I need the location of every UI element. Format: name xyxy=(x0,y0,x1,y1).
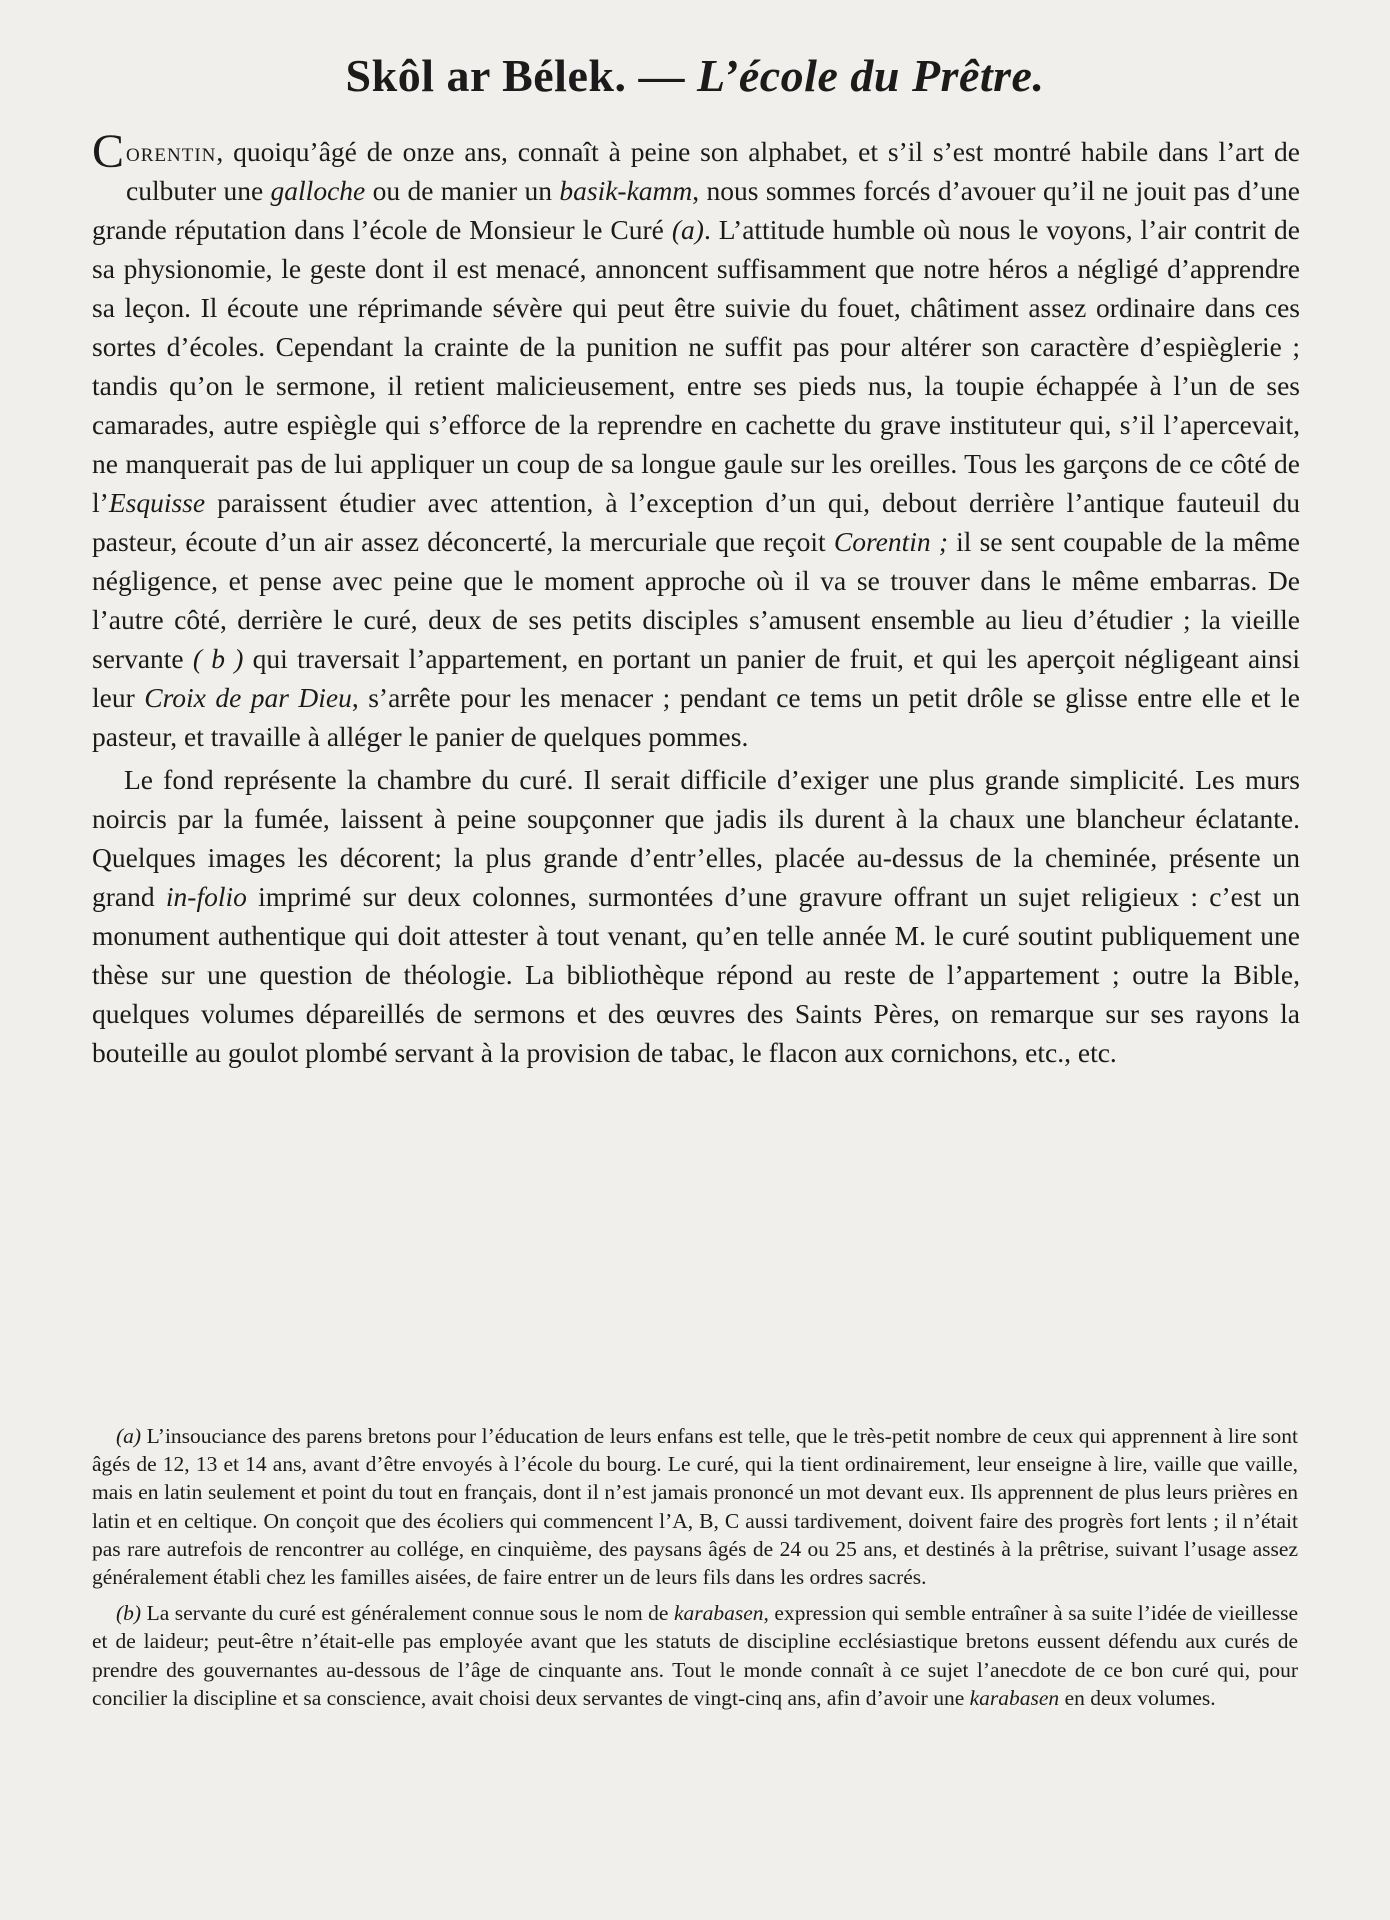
drop-cap: C xyxy=(92,125,125,178)
text-run: qui traversait l’appartement, en portant un panier de fruit, et qui les aperçoit négligeant ainsi leur xyxy=(92,643,1300,713)
paragraph-1 xyxy=(92,125,1301,756)
text-run: paraissent étudier avec attention, à l’exception d’un qui, debout derrière l’antique fauteuil du pasteur, écoute d’un air assez déconcerté, la mercuriale que reçoit xyxy=(92,487,1300,557)
text-run: Le fond représente la chambre du curé. Il serait difficile d’exiger une plus grande simplicité. Les murs noircis par la fumée, laissent à peine soupçonner que jadis ils durent à la chaux une blancheur éclatante. Quelques images les décorent; la plus grande d’entr’elles, placée au-dessus de la cheminée, présente un grand xyxy=(92,764,1300,912)
footnote-b xyxy=(92,1599,1298,1712)
name-corentin: orentin xyxy=(126,136,217,167)
italic-term: karabasen xyxy=(673,1601,764,1626)
text-run: , quoiqu’âgé de onze ans, connaît à peine son alphabet, et s’il s’est montré habile dans l’art de culbuter une xyxy=(126,136,1300,206)
title-french: L’école du Prêtre. xyxy=(696,49,1045,101)
footnote-mark: (b) xyxy=(116,1601,142,1626)
text-run: il se sent coupable de la même négligence, et pense avec peine que le moment approche où il va se trouver dans le même embarras. De l’autre côté, derrière le curé, deux de ses petits disciples s’amusent ensemble au lieu d’étudier ; la vieille servante xyxy=(92,526,1300,674)
italic-term: Esquisse xyxy=(108,487,206,518)
text-run: L’insouciance des parens bretons pour l’éducation de leurs enfans est telle, que le très-petit nombre de ceux qui apprennent à lire sont âgés de 12, 13 et 14 ans, avant d’être envoyés à l’école du bourg. Le curé, qui la tient ordinairement, leur enseigne à lire, vaille que vaille, mais en latin seulement et point du tout en français, dont il n’est jamais prononcé un mot devant eux. Ils apprennent de plus leurs prières en latin et en celtique. On conçoit que des écoliers qui commencent l’A, B, C aussi tardivement, doivent faire des progrès fort lents ; il n’était pas rare autrefois de rencontrer au collége, en cinquième, des paysans âgés de 24 ou 25 ans, et destinés à la prêtrise, suivant l’usage assez généralement établi chez les familles aisées, de faire entrer un de leurs fils dans les ordres sacrés. xyxy=(92,1424,1298,1590)
footnote-ref-b: ( b ) xyxy=(192,643,244,674)
main-text xyxy=(92,125,1301,1072)
text-run: . L’attitude humble où nous le voyons, l’air contrit de sa physionomie, le geste dont il est menacé, annoncent suffisamment que notre héros a négligé d’apprendre sa leçon. Il écoute une réprimande sévère qui peut être suivie du fouet, châtiment assez ordinaire dans ces sortes d’écoles. Cependant la crainte de la punition ne suffit pas pour altérer son caractère d’espièglerie ; tandis qu’on le sermone, il retient malicieusement, entre ses pieds nus, la toupie échappée à l’un de ses camarades, autre espiègle qui s’efforce de la reprendre en cachette du grave instituteur qui, s’il l’apercevait, ne manquerait pas de lui appliquer un coup de sa longue gaule sur les oreilles. Tous les garçons de ce côté de l’ xyxy=(92,214,1300,518)
footnotes xyxy=(92,1422,1298,1712)
text-run: ou de manier un xyxy=(365,175,560,206)
title-breton: Skôl ar Bélek. — xyxy=(345,49,697,101)
text-run: , s’arrête pour les menacer ; pendant ce tems un petit drôle se glisse entre elle et le pasteur, et travaille à alléger le panier de quelques pommes. xyxy=(92,682,1301,752)
italic-term: karabasen xyxy=(969,1685,1060,1710)
text-run: , nous sommes forcés d’avouer qu’il ne jouit pas d’une grande réputation dans l’école de Monsieur le Curé xyxy=(92,175,1300,245)
text-run: imprimé sur deux colonnes, surmontées d’une gravure offrant un sujet religieux : c’est un monument authentique qui doit attester à tout venant, qu’en telle année M. le curé soutint publiquement une thèse sur une question de théologie. La bibliothèque répond au reste de l’appartement ; outre la Bible, quelques volumes dépareillés de sermons et des œuvres des Saints Pères, on remarque sur ses rayons la bouteille au goulot plombé servant à la provision de tabac, le flacon aux cornichons, etc., etc. xyxy=(92,881,1300,1068)
text-run: en deux volumes. xyxy=(1059,1685,1216,1710)
text-run: , expression qui semble entraîner à sa suite l’idée de vieillesse et de laideur; peut-être n’était-elle pas employée avant que les statuts de discipline ecclésiastique bretons eussent défendu aux curés de prendre des gouvernantes au-dessous de l’âge de cinquante ans. Tout le monde connaît à ce sujet l’anecdote de ce bon curé qui, pour concilier la discipline et sa conscience, avait choisi deux servantes de vingt-cinq ans, afin d’avoir une xyxy=(92,1601,1298,1710)
italic-term: basik-kamm xyxy=(559,175,693,206)
italic-term: in-folio xyxy=(165,881,247,912)
page-title xyxy=(0,45,1390,107)
italic-term: galloche xyxy=(270,175,366,206)
paragraph-2 xyxy=(92,760,1300,1072)
footnote-ref-a: (a) xyxy=(671,214,704,245)
italic-term: Corentin ; xyxy=(833,526,948,557)
text-run: La servante du curé est généralement connue sous le nom de xyxy=(141,1601,674,1626)
italic-term: Croix de par Dieu xyxy=(144,682,352,713)
footnote-a xyxy=(92,1422,1298,1591)
footnote-mark: (a) xyxy=(116,1424,142,1448)
